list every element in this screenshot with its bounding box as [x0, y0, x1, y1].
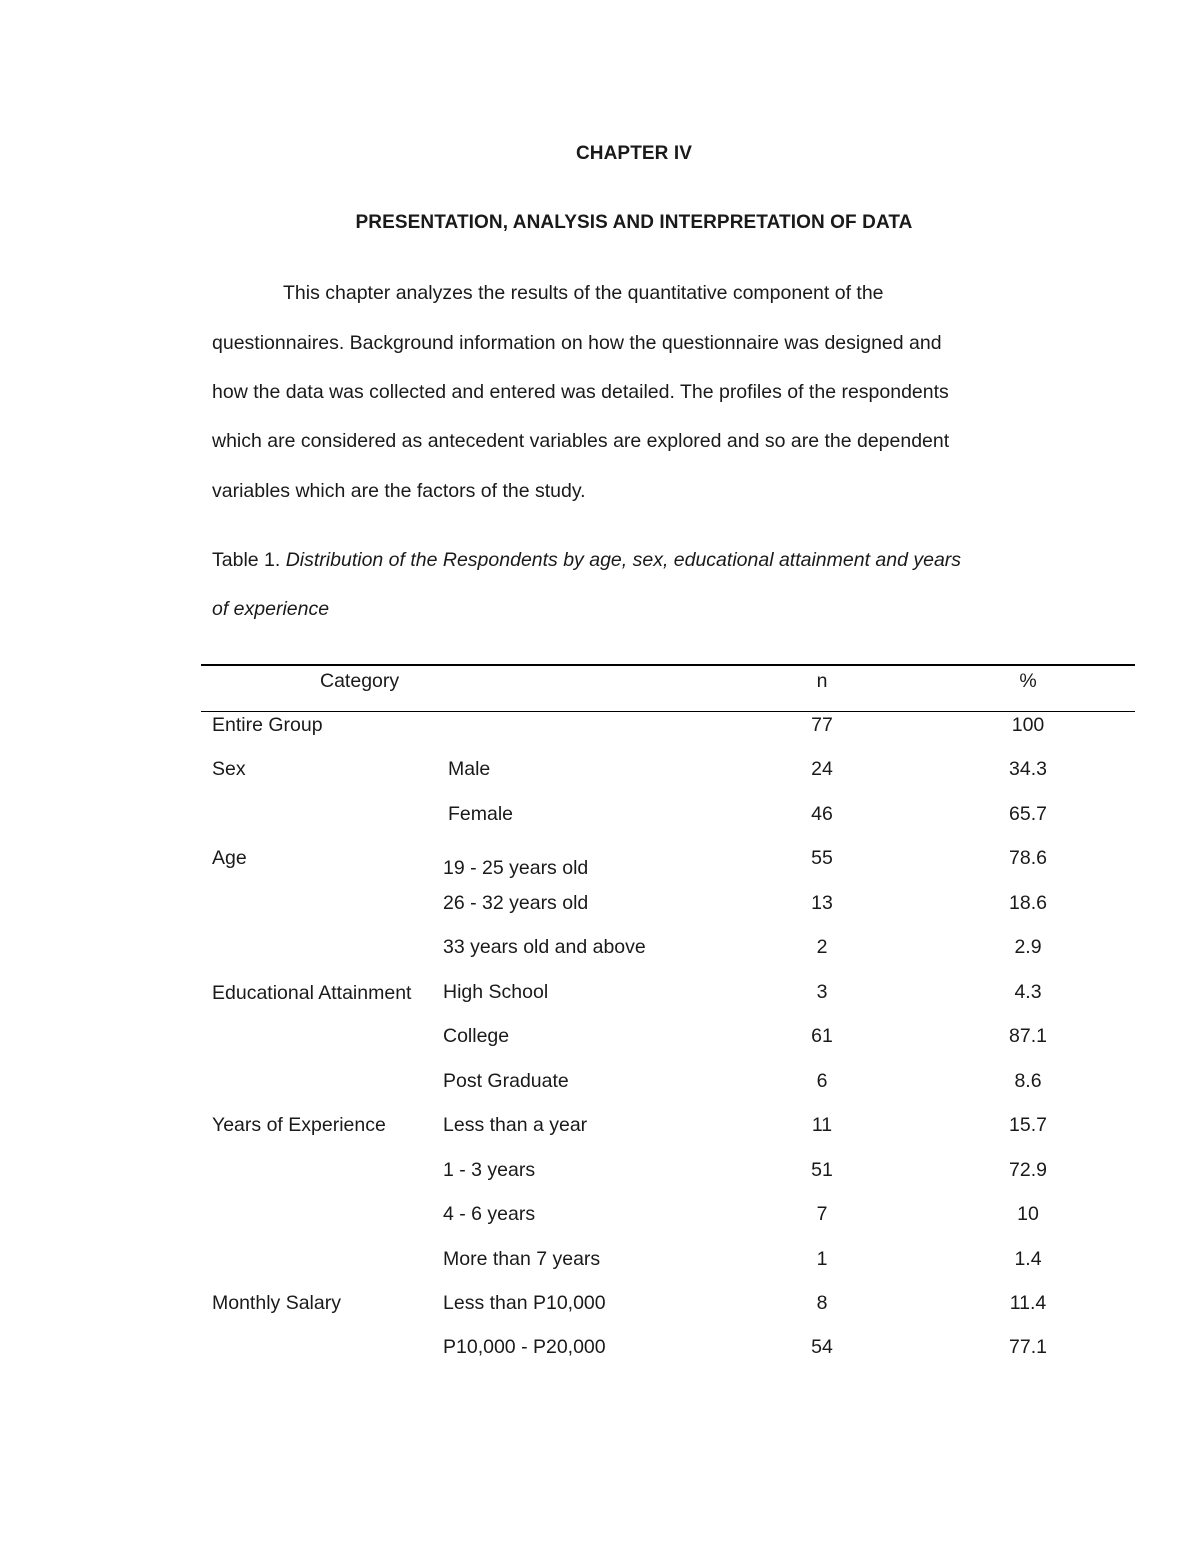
caption-line: of experience — [212, 598, 330, 620]
header-n: n — [816, 670, 828, 692]
row-percent: 11.4 — [1009, 1292, 1047, 1314]
row-subcategory: 4 - 6 years — [443, 1203, 536, 1225]
caption-prefix: Table 1. — [212, 549, 286, 571]
row-subcategory: P10,000 - P20,000 — [443, 1336, 606, 1358]
caption-title: Distribution of the Respondents by age, sex, educational attainment and years — [285, 549, 962, 571]
row-n: 11 — [811, 1114, 833, 1136]
row-percent: 15.7 — [1009, 1114, 1047, 1136]
row-n: 2 — [816, 936, 828, 958]
table-top-rule — [201, 664, 1135, 666]
paragraph-line: questionnaires. Background information on how the questionnaire was designed and — [212, 332, 942, 354]
row-category: Educational Attainment — [212, 982, 412, 1004]
row-percent: 34.3 — [1009, 758, 1047, 780]
row-subcategory: 19 - 25 years old — [443, 857, 589, 879]
row-n: 6 — [816, 1070, 828, 1092]
paragraph-line: This chapter analyzes the results of the quantitative component of the — [283, 282, 884, 304]
row-n: 7 — [816, 1203, 828, 1225]
paragraph-line: variables which are the factors of the study. — [212, 480, 586, 502]
row-category: Entire Group — [212, 714, 323, 736]
header-percent: % — [1019, 670, 1037, 692]
row-percent: 8.6 — [1014, 1070, 1042, 1092]
chapter-subtitle: PRESENTATION, ANALYSIS AND INTERPRETATION OF DATA — [355, 212, 913, 233]
row-n: 1 — [816, 1248, 828, 1270]
row-category: Age — [212, 847, 247, 869]
row-percent: 100 — [1011, 714, 1045, 736]
row-n: 46 — [811, 803, 833, 825]
row-subcategory: More than 7 years — [443, 1248, 601, 1270]
row-n: 51 — [811, 1159, 833, 1181]
chapter-heading: CHAPTER IV — [575, 143, 693, 164]
row-subcategory: Less than P10,000 — [443, 1292, 606, 1314]
row-subcategory: 1 - 3 years — [443, 1159, 536, 1181]
paragraph-line: which are considered as antecedent variables are explored and so are the dependent — [212, 430, 950, 452]
row-subcategory: College — [443, 1025, 510, 1047]
row-subcategory: 26 - 32 years old — [443, 892, 589, 914]
row-n: 77 — [811, 714, 833, 736]
row-category: Sex — [212, 758, 246, 780]
row-percent: 72.9 — [1009, 1159, 1047, 1181]
row-percent: 77.1 — [1009, 1336, 1047, 1358]
row-percent: 10 — [1017, 1203, 1039, 1225]
row-percent: 4.3 — [1014, 981, 1042, 1003]
row-percent: 18.6 — [1009, 892, 1047, 914]
table-header-rule — [201, 711, 1135, 712]
paragraph-line: how the data was collected and entered was detailed. The profiles of the respondents — [212, 381, 949, 403]
row-n: 54 — [811, 1336, 833, 1358]
row-percent: 87.1 — [1009, 1025, 1047, 1047]
row-n: 61 — [811, 1025, 833, 1047]
row-n: 24 — [811, 758, 833, 780]
row-category: Monthly Salary — [212, 1292, 341, 1314]
row-n: 3 — [816, 981, 828, 1003]
row-subcategory: Male — [448, 758, 491, 780]
row-n: 8 — [816, 1292, 828, 1314]
row-percent: 1.4 — [1014, 1248, 1042, 1270]
row-percent: 78.6 — [1009, 847, 1047, 869]
row-subcategory: Less than a year — [443, 1114, 588, 1136]
row-subcategory: High School — [443, 981, 549, 1003]
row-category: Years of Experience — [212, 1114, 386, 1136]
row-n: 55 — [811, 847, 833, 869]
caption-line — [212, 549, 961, 572]
row-percent: 65.7 — [1009, 803, 1047, 825]
row-percent: 2.9 — [1014, 936, 1042, 958]
header-category: Category — [320, 670, 400, 692]
row-subcategory: Female — [448, 803, 514, 825]
row-subcategory: 33 years old and above — [443, 936, 646, 958]
row-subcategory: Post Graduate — [443, 1070, 569, 1092]
row-n: 13 — [811, 892, 833, 914]
